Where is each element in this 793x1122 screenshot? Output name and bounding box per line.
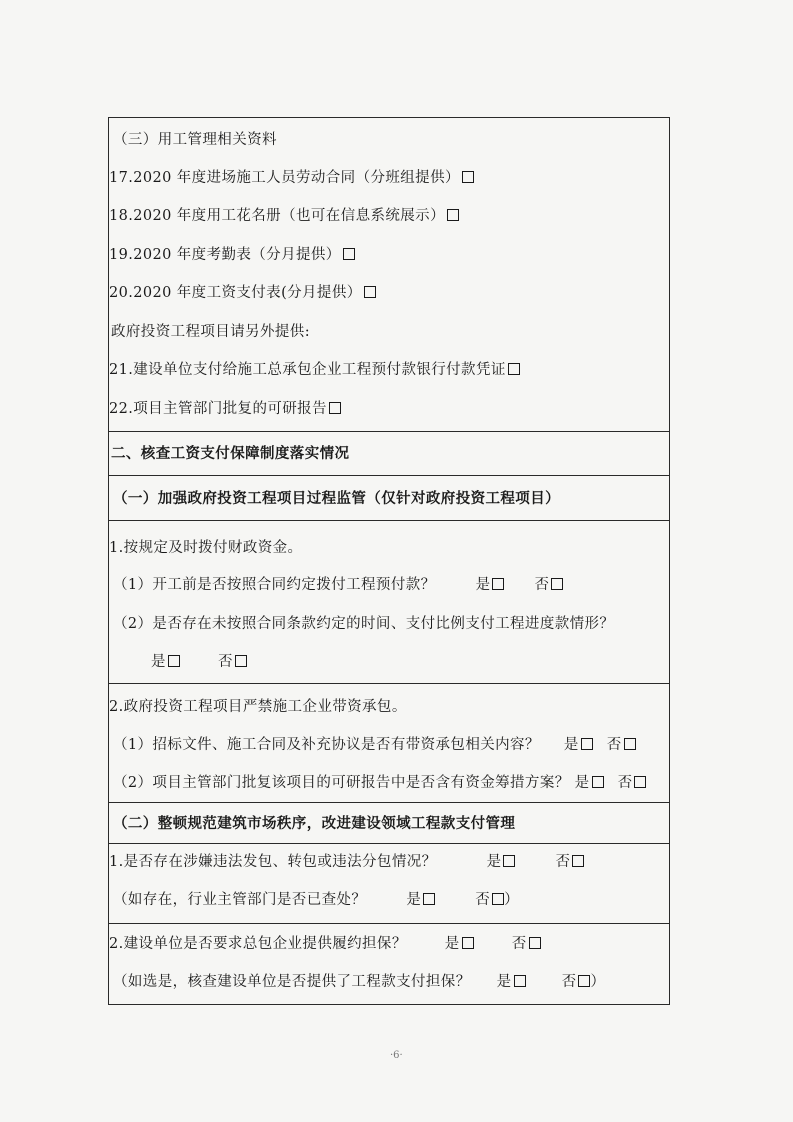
yes-option[interactable]: 是 [497,973,526,991]
page-number: ·6· [390,1050,403,1061]
checkbox[interactable] [581,738,593,750]
yes-option[interactable]: 是 [445,935,474,953]
checklist-table [108,117,670,1005]
yes-option[interactable]: 是 [476,576,505,594]
yes-option[interactable]: 是 [406,891,435,909]
checkbox[interactable] [168,655,180,667]
question: 2.建设单位是否要求总包企业提供履约担保？ 是 否 [109,935,541,953]
question: （2）项目主管部门批复该项目的可研报告中是否含有资金筹措方案？ 是 否 [113,774,646,792]
no-option[interactable]: 否 [475,891,504,909]
checkbox[interactable] [578,975,590,987]
yes-option[interactable]: 是 [564,736,593,754]
answer-row [151,653,247,671]
checkbox[interactable] [514,975,526,987]
divider [109,475,669,476]
divider [109,843,669,844]
checkbox[interactable] [364,286,376,298]
divider [109,683,669,684]
list-item: 19.2020 年度考勤表（分月提供） [109,246,355,264]
list-item: 18.2020 年度用工花名册（也可在信息系统展示） [109,207,459,225]
checkbox[interactable] [447,209,459,221]
checkbox[interactable] [634,776,646,788]
checkbox[interactable] [329,402,341,414]
checkbox[interactable] [492,578,504,590]
yes-option[interactable]: 是 [151,653,180,671]
gov-note: 政府投资工程项目请另外提供: [111,324,310,340]
question: （2）是否存在未按照合同条款约定的时间、支付比例支付工程进度款情形？ [113,616,615,632]
no-option[interactable]: 否 [556,853,585,871]
yes-option[interactable]: 是 [487,853,516,871]
divider [109,923,669,924]
no-option[interactable]: 否 [535,576,564,594]
no-option[interactable]: 否 [562,973,591,991]
checkbox[interactable] [492,893,504,905]
checkbox[interactable] [462,171,474,183]
question: （1）开工前是否按照合同约定拨付工程预付款？ 是 否 [113,576,563,594]
yes-option[interactable]: 是 [575,774,604,792]
checkbox[interactable] [572,855,584,867]
sub2-header: （二）整顿规范建筑市场秩序，改进建设领域工程款支付管理 [113,815,516,832]
question: 1.按规定及时拨付财政资金。 [109,540,303,556]
section3-header: （三）用工管理相关资料 [113,132,277,148]
checkbox[interactable] [529,937,541,949]
checkbox[interactable] [423,893,435,905]
divider [109,802,669,803]
list-item: 21.建设单位支付给施工总承包企业工程预付款银行付款凭证 [109,361,520,379]
checkbox[interactable] [551,578,563,590]
checkbox[interactable] [462,937,474,949]
question: （如选是，核查建设单位是否提供了工程款支付担保？ 是 否 ） [113,974,606,990]
no-option[interactable]: 否 [218,653,247,671]
no-option[interactable]: 否 [607,736,636,754]
part2-header: 二、核查工资支付保障制度落实情况 [111,445,350,462]
question: （如存在，行业主管部门是否已查处？ 是 否 ） [113,892,520,908]
list-item: 22.项目主管部门批复的可研报告 [109,400,341,418]
checkbox[interactable] [624,738,636,750]
question: （1）招标文件、施工合同及补充协议是否有带资承包相关内容？ 是 否 [113,736,636,754]
list-item: 17.2020 年度进场施工人员劳动合同（分班组提供） [109,169,474,187]
question: 1.是否存在涉嫌违法发包、转包或违法分包情况？ 是 否 [109,853,584,871]
divider [109,431,669,432]
checkbox[interactable] [343,248,355,260]
question: 2.政府投资工程项目严禁施工企业带资承包。 [109,699,407,715]
no-option[interactable]: 否 [512,935,541,953]
checkbox[interactable] [592,776,604,788]
sub1-header: （一）加强政府投资工程项目过程监管（仅针对政府投资工程项目） [113,490,560,507]
no-option[interactable]: 否 [618,774,647,792]
checkbox[interactable] [235,655,247,667]
divider [109,520,669,521]
checkbox[interactable] [508,363,520,375]
checkbox[interactable] [503,855,515,867]
list-item: 20.2020 年度工资支付表(分月提供） [109,284,376,302]
